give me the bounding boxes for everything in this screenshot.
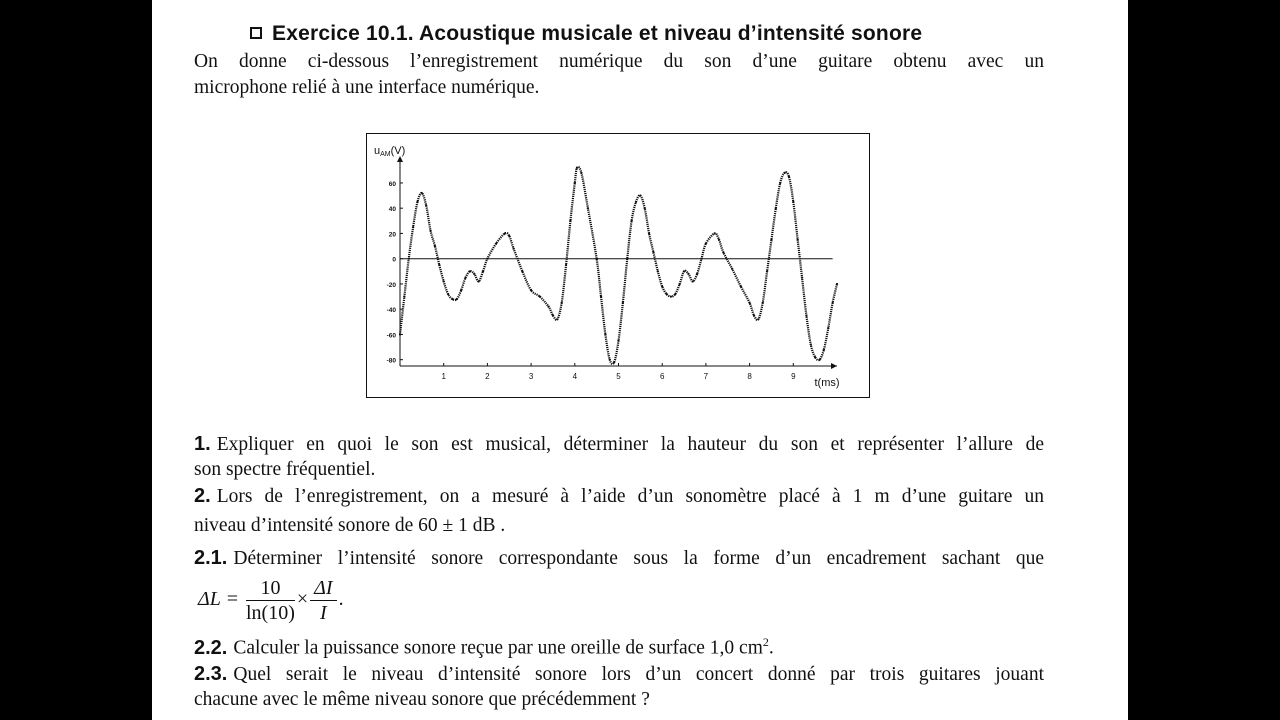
data-point [403, 295, 405, 297]
question-1-line-2: son spectre fréquentiel. [194, 459, 376, 480]
data-point [740, 285, 742, 287]
data-point [775, 207, 777, 209]
question-number: 2. [194, 485, 211, 507]
data-point [600, 295, 602, 297]
question-2-1-line-1: 2.1. Déterminer l’intensité sonore correspondante sous la forme d’un encadrement sachant que [194, 547, 1044, 569]
data-point [631, 220, 633, 222]
question-number: 1. [194, 433, 211, 455]
data-point [700, 258, 702, 260]
data-point [604, 333, 606, 335]
data-point [438, 264, 440, 266]
y-tick-label: -20 [386, 281, 396, 289]
data-point [670, 295, 672, 297]
data-point [722, 251, 724, 253]
data-point [408, 258, 410, 260]
data-point [757, 318, 759, 320]
data-point [447, 293, 449, 295]
data-point [770, 239, 772, 241]
data-point [714, 232, 716, 234]
question-1-line-1: 1. Expliquer en quoi le son est musical, déterminer la hauteur du son et représenter l’allure de [194, 433, 1044, 455]
data-point [552, 314, 554, 316]
y-tick-label: -40 [386, 307, 396, 315]
data-point [587, 207, 589, 209]
y-tick-label: 20 [388, 231, 396, 239]
data-point [539, 295, 541, 297]
question-2-line-2: niveau d’intensité sonore de 60 ± 1 dB . [194, 515, 506, 536]
x-tick-label: 7 [703, 372, 709, 381]
x-tick-label: 1 [441, 372, 446, 381]
data-point [574, 182, 576, 184]
data-point [657, 270, 659, 272]
y-tick-label: -80 [386, 357, 396, 365]
data-point [513, 247, 515, 249]
question-2-3-line-2: chacune avec le même niveau sonore que précédemment ? [194, 689, 650, 710]
data-point [779, 182, 781, 184]
data-point [443, 280, 445, 282]
data-point [644, 207, 646, 209]
data-point [478, 280, 480, 282]
data-point [749, 302, 751, 304]
data-point [832, 302, 834, 304]
data-point [613, 361, 615, 363]
data-point [569, 220, 571, 222]
data-point [576, 167, 578, 169]
y-tick-label: -60 [386, 332, 396, 340]
data-point [460, 289, 462, 291]
data-point [810, 343, 812, 345]
data-point [556, 318, 558, 320]
data-point [836, 283, 838, 285]
data-point [648, 232, 650, 234]
data-point [469, 270, 471, 272]
data-point [596, 258, 598, 260]
data-point [495, 242, 497, 244]
data-point [399, 333, 401, 335]
checkbox-square-icon [250, 27, 262, 39]
x-tick-label: 3 [528, 372, 534, 381]
data-point [801, 277, 803, 279]
data-point [547, 306, 549, 308]
data-point [783, 172, 785, 174]
exercise-title: Exercice 10.1. Acoustique musicale et niveau d’intensité sonore [250, 22, 922, 46]
x-tick-label: 2 [485, 372, 490, 381]
question-number: 2.3. [194, 663, 228, 685]
data-point [718, 239, 720, 241]
y-tick-label: 60 [388, 180, 396, 188]
document-page [152, 0, 1128, 720]
data-point [731, 268, 733, 270]
data-point [827, 327, 829, 329]
fraction-10-over-ln10: $\frac{10}{\ln(10)}$ [246, 577, 295, 624]
x-tick-label: 6 [659, 372, 665, 381]
data-point [429, 230, 431, 232]
data-point [823, 348, 825, 350]
data-point [818, 359, 820, 361]
data-point [486, 258, 488, 260]
data-point [580, 172, 582, 174]
data-point [762, 302, 764, 304]
data-point [661, 285, 663, 287]
data-point [617, 340, 619, 342]
x-tick-label: 4 [572, 372, 578, 381]
data-point [683, 270, 685, 272]
data-point [451, 298, 453, 300]
data-point [705, 242, 707, 244]
data-point [561, 302, 563, 304]
question-number: 2.2. [194, 636, 228, 659]
data-point [692, 280, 694, 282]
fraction-delta-i-over-i: $\frac{\Delta I}{I}$ [310, 576, 336, 625]
question-2-3-line-1: 2.3. Quel serait le niveau d’intensité sonore lors d’un concert donné par trois guitares jouant [194, 663, 1044, 685]
data-point [639, 194, 641, 196]
data-point [482, 270, 484, 272]
question-2-2: 2.2. Calculer la puissance sonore reçue par une oreille de surface 1,0 $cm^2$. [194, 635, 774, 659]
question-number: 2.1. [194, 547, 228, 569]
data-point [521, 270, 523, 272]
data-point [788, 176, 790, 178]
y-tick-label: 0 [392, 256, 396, 264]
data-point [805, 314, 807, 316]
data-point [635, 201, 637, 203]
data-point [696, 273, 698, 275]
delta-l-formula: ΔL = $\frac{10}{\ln(10)}$ × $\frac{\Delta I}{I}$ . [198, 577, 344, 624]
data-point [421, 192, 423, 194]
data-point [473, 273, 475, 275]
x-tick-label: 5 [616, 372, 621, 381]
data-point [753, 314, 755, 316]
data-point [674, 293, 676, 295]
data-point [797, 239, 799, 241]
data-point [609, 359, 611, 361]
y-tick-label: 40 [388, 206, 396, 214]
data-point [425, 205, 427, 207]
data-point [652, 251, 654, 253]
waveform-line [400, 167, 837, 364]
data-point [508, 235, 510, 237]
data-point [530, 289, 532, 291]
data-point [626, 258, 628, 260]
data-point [766, 270, 768, 272]
data-point [687, 273, 689, 275]
data-point [434, 245, 436, 247]
intro-line-1: On donne ci-dessous l’enregistrement numérique du son d’une guitare obtenu avec un [194, 51, 1044, 72]
data-point [792, 201, 794, 203]
question-2-line-1: 2. Lors de l’enregistrement, on a mesuré à l’aide d’un sonomètre placé à 1 m d’une guitare un [194, 485, 1044, 507]
data-point [416, 201, 418, 203]
data-point [456, 298, 458, 300]
data-point [565, 264, 567, 266]
data-point [814, 356, 816, 358]
waveform-chart [367, 134, 869, 397]
data-point [504, 232, 506, 234]
waveform-figure [366, 133, 870, 398]
data-point [464, 277, 466, 279]
data-point [412, 226, 414, 228]
data-point [679, 283, 681, 285]
y-axis-label: uAM(V) [374, 145, 406, 158]
x-tick-label: 9 [791, 372, 796, 381]
intro-line-2: microphone relié à une interface numérique. [194, 77, 540, 98]
data-point [665, 293, 667, 295]
x-tick-label: 8 [747, 372, 752, 381]
data-point [622, 302, 624, 304]
x-axis-arrow [831, 363, 837, 369]
x-axis-label: t(ms) [814, 377, 840, 389]
